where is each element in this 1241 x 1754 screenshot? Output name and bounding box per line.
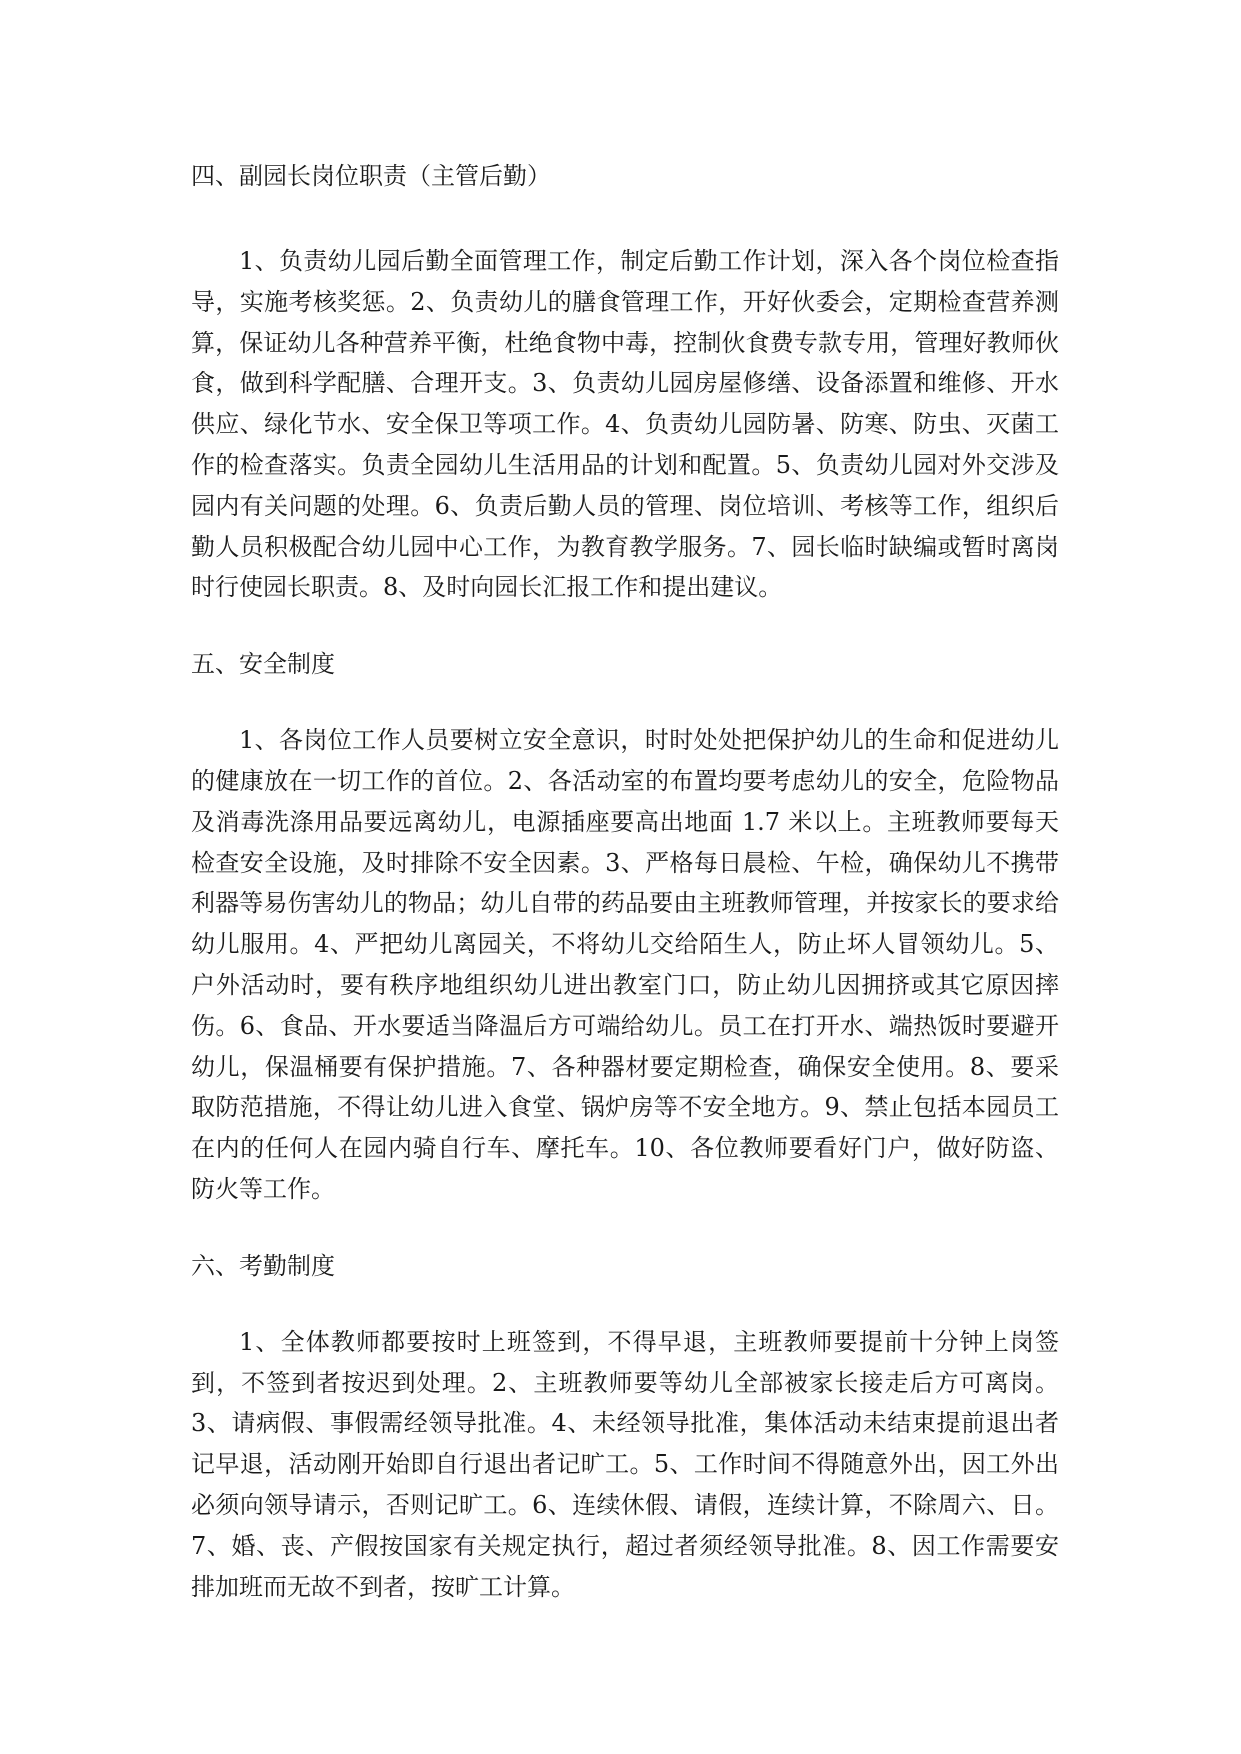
section-heading-attendance-rules: 六、考勤制度 (191, 1251, 335, 1280)
section-body-deputy-director-duties: 1、负责幼儿园后勤全面管理工作，制定后勤工作计划，深入各个岗位检查指导，实施考核奖惩。2、负责幼儿的膳食管理工作，开好伙委会，定期检查营养测算，保证幼儿各种营养平衡，杜绝食物中毒，控制伙食费专款专用，管理好教师伙食，做到科学配膳、合理开支。3、负责幼儿园房屋修缮、设备添置和维修、开水供应、绿化节水、安全保卫等项工作。4、负责幼儿园防暑、防寒、防虫、灭菌工作的检查落实。负责全园幼儿生活用品的计划和配置。5、负责幼儿园对外交涉及园内有关问题的处理。6、负责后勤人员的管理、岗位培训、考核等工作，组织后勤人员积极配合幼儿园中心工作，为教育教学服务。7、园长临时缺编或暂时离岗时行使园长职责。8、及时向园长汇报工作和提出建议。 (191, 247, 1059, 602)
section-body-safety-rules: 1、各岗位工作人员要树立安全意识，时时处处把保护幼儿的生命和促进幼儿的健康放在一切工作的首位。2、各活动室的布置均要考虑幼儿的安全，危险物品及消毒洗涤用品要远离幼儿，电源插座要高出地面 1.7 米以上。主班教师要每天检查安全设施，及时排除不安全因素。3、严格每日晨检、午检，确保幼儿不携带利器等易伤害幼儿的物品；幼儿自带的药品要由主班教师管理，并按家长的要求给幼儿服用。4、严把幼儿离园关，不将幼儿交给陌生人，防止坏人冒领幼儿。5、户外活动时，要有秩序地组织幼儿进出教室门口，防止幼儿因拥挤或其它原因摔伤。6、食品、开水要适当降温后方可端给幼儿。员工在打开水、端热饭时要避开幼儿，保温桶要有保护措施。7、各种器材要定期检查，确保安全使用。8、要采取防范措施，不得让幼儿进入食堂、锅炉房等不安全地方。9、禁止包括本园员工在内的任何人在园内骑自行车、摩托车。10、各位教师要看好门户，做好防盗、防火等工作。 (191, 726, 1059, 1203)
section-heading-deputy-director-duties: 四、副园长岗位职责（主管后勤） (191, 162, 551, 190)
document-content (191, 156, 1059, 1607)
section-body-attendance-rules: 1、全体教师都要按时上班签到，不得早退，主班教师要提前十分钟上岗签到，不签到者按迟到处理。2、主班教师要等幼儿全部被家长接走后方可离岗。3、请病假、事假需经领导批准。4、未经领导批准，集体活动未结束提前退出者记早退，活动刚开始即自行退出者记旷工。5、工作时间不得随意外出，因工外出必须向领导请示，否则记旷工。6、连续休假、请假，连续计算，不除周六、日。7、婚、丧、产假按国家有关规定执行，超过者须经领导批准。8、因工作需要安排加班而无故不到者，按旷工计算。 (191, 1327, 1059, 1601)
section-heading-safety-rules: 五、安全制度 (191, 650, 335, 679)
